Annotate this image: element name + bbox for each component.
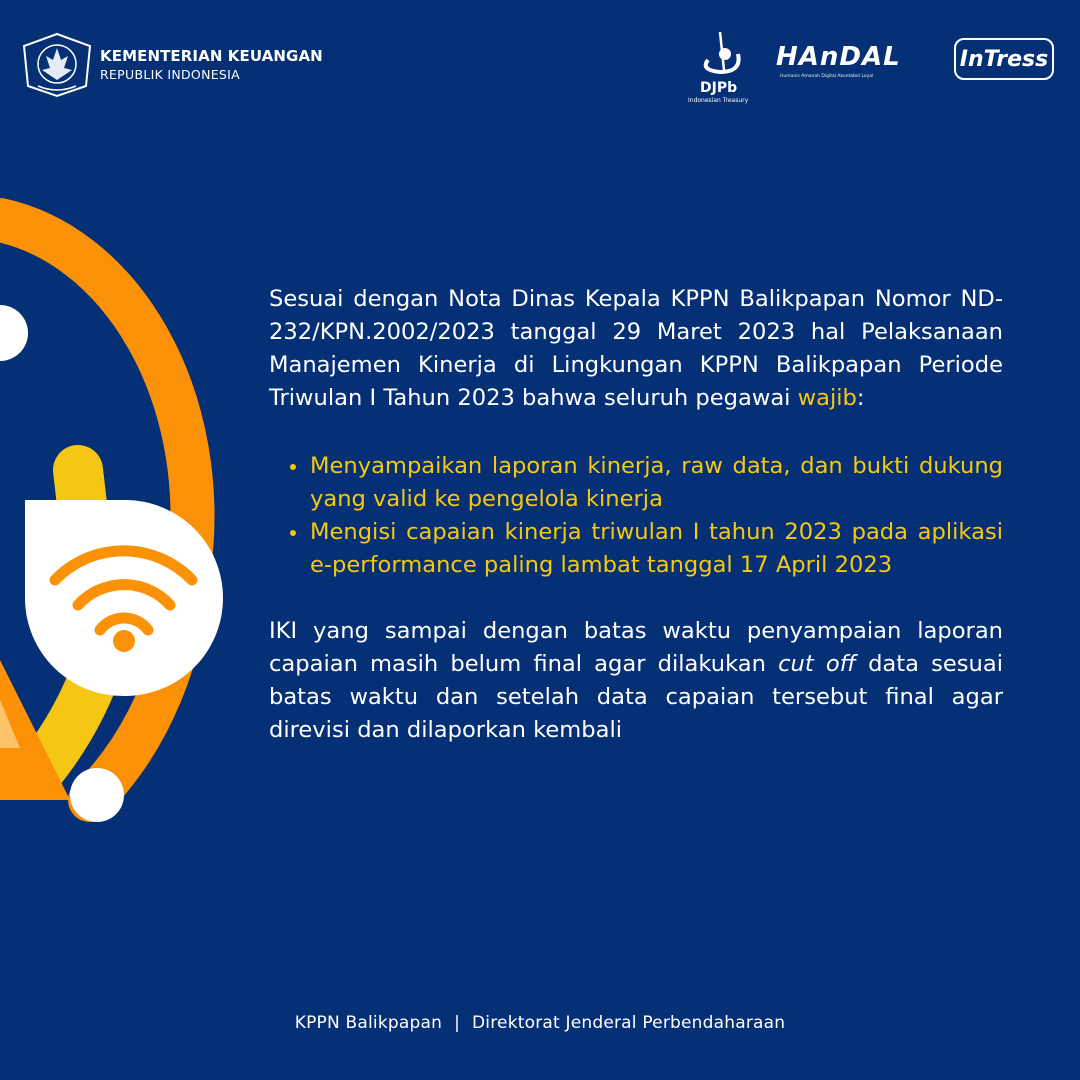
footer: [0, 1013, 1080, 1033]
ministry-subtitle: REPUBLIK INDONESIA: [100, 67, 240, 82]
intress-logo: [954, 38, 1054, 80]
handal-logo: [776, 42, 926, 82]
closing-text-1: IKI yang sampai dengan batas waktu penyampaian laporan capaian masih belum final agar dilakukan: [269, 618, 1003, 677]
list-item: Mengisi capaian kinerja triwulan I tahun 2023 pada aplikasi e-performance paling lambat tanggal 17 April 2023: [310, 516, 1003, 582]
footer-office: KPPN Balikpapan: [294, 1013, 443, 1033]
intro-text: Sesuai dengan Nota Dinas Kepala KPPN Balikpapan Nomor ND-232/KPN.2002/2023 tanggal 29 Maret 2023 hal Pelaksanaan Manajemen Kinerja di Lingkungan KPPN Balikpapan Periode Triwulan I Tahun 2023 bahwa seluruh pegawai: [269, 286, 1003, 411]
intro-end: :: [856, 385, 865, 411]
wifi-bubble: [25, 500, 223, 696]
intro-paragraph: [269, 283, 1003, 415]
closing-italic: cut off: [778, 651, 856, 677]
footer-directorate: Direktorat Jenderal Perbendaharaan: [472, 1013, 786, 1033]
wifi-decoration: [0, 0, 260, 1080]
intro-highlight: wajib: [797, 385, 857, 411]
list-item: Menyampaikan laporan kinerja, raw data, dan bukti dukung yang valid ke pengelola kinerja: [310, 450, 1003, 516]
wifi-dot: [113, 630, 135, 652]
intress-name: InTress: [959, 46, 1049, 72]
white-dot-left: [0, 305, 28, 361]
footer-separator: |: [454, 1013, 461, 1033]
djpb-logo: [690, 30, 760, 110]
djpb-name: DJPb: [700, 80, 738, 96]
ministry-name: KEMENTERIAN KEUANGAN: [100, 47, 323, 65]
closing-text-2: data sesuai batas waktu dan setelah data capaian tersebut final agar direvisi dan dilaporkan kembali: [269, 651, 1003, 743]
djpb-subtitle: Indonesian Treasury: [688, 97, 749, 104]
requirement-list: [269, 450, 1003, 582]
handal-name: HAnDAL: [776, 42, 901, 72]
announcement-body: [269, 283, 1003, 747]
closing-paragraph: [269, 615, 1003, 747]
white-dot-bottom: [70, 768, 124, 822]
djpb-emblem-icon: [690, 30, 760, 82]
handal-subtitle: Humanis Amanah Digital Akuntabel Loyal: [780, 74, 874, 79]
